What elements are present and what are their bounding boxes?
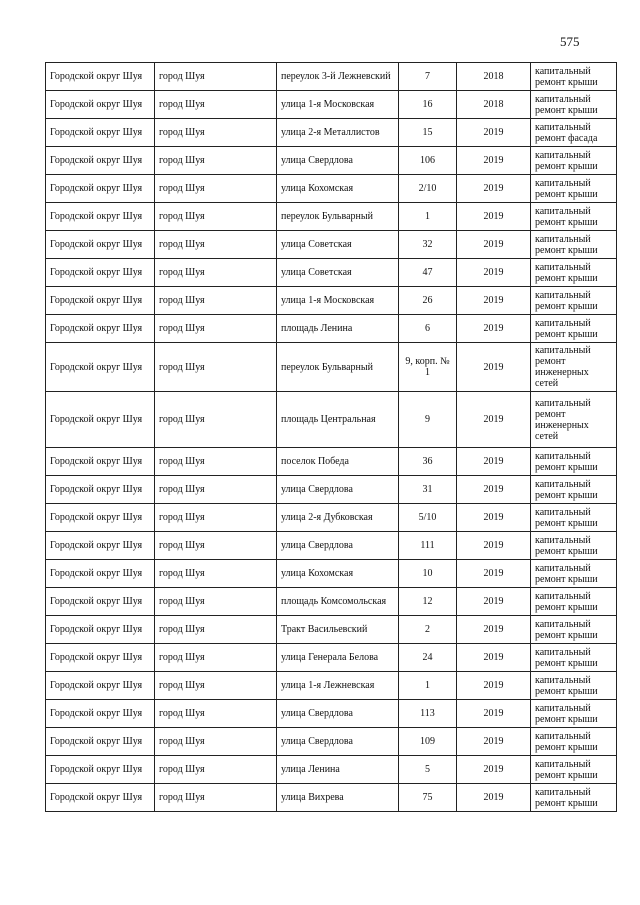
- work-type-cell: капитальный ремонт крыши: [531, 63, 617, 91]
- house-number-cell: 10: [399, 560, 457, 588]
- table-row: [46, 63, 617, 91]
- settlement-cell: город Шуя: [155, 175, 277, 203]
- table-row: [46, 392, 617, 448]
- work-type-cell: капитальный ремонт крыши: [531, 315, 617, 343]
- house-number-cell: 1: [399, 203, 457, 231]
- table-row: [46, 175, 617, 203]
- year-cell: 2019: [457, 392, 531, 448]
- municipality-cell: Городской округ Шуя: [46, 91, 155, 119]
- municipality-cell: Городской округ Шуя: [46, 203, 155, 231]
- municipality-cell: Городской округ Шуя: [46, 560, 155, 588]
- settlement-cell: город Шуя: [155, 91, 277, 119]
- house-number-cell: 2/10: [399, 175, 457, 203]
- year-cell: 2019: [457, 504, 531, 532]
- street-cell: улица Генерала Белова: [277, 644, 399, 672]
- table-row: [46, 588, 617, 616]
- work-type-cell: капитальный ремонт крыши: [531, 728, 617, 756]
- settlement-cell: город Шуя: [155, 119, 277, 147]
- house-number-cell: 109: [399, 728, 457, 756]
- house-number-cell: 15: [399, 119, 457, 147]
- work-type-cell: капитальный ремонт крыши: [531, 203, 617, 231]
- street-cell: Тракт Васильевский: [277, 616, 399, 644]
- work-type-cell: капитальный ремонт крыши: [531, 259, 617, 287]
- municipality-cell: Городской округ Шуя: [46, 147, 155, 175]
- municipality-cell: Городской округ Шуя: [46, 700, 155, 728]
- year-cell: 2019: [457, 784, 531, 812]
- work-type-cell: капитальный ремонт крыши: [531, 231, 617, 259]
- settlement-cell: город Шуя: [155, 504, 277, 532]
- work-type-cell: капитальный ремонт крыши: [531, 560, 617, 588]
- municipality-cell: Городской округ Шуя: [46, 119, 155, 147]
- municipality-cell: Городской округ Шуя: [46, 392, 155, 448]
- year-cell: 2019: [457, 175, 531, 203]
- settlement-cell: город Шуя: [155, 315, 277, 343]
- year-cell: 2019: [457, 728, 531, 756]
- house-number-cell: 16: [399, 91, 457, 119]
- settlement-cell: город Шуя: [155, 147, 277, 175]
- year-cell: 2019: [457, 448, 531, 476]
- settlement-cell: город Шуя: [155, 644, 277, 672]
- house-number-cell: 113: [399, 700, 457, 728]
- table-row: [46, 532, 617, 560]
- table-row: [46, 728, 617, 756]
- municipality-cell: Городской округ Шуя: [46, 728, 155, 756]
- work-type-cell: капитальный ремонт крыши: [531, 784, 617, 812]
- street-cell: переулок 3-й Лежневский: [277, 63, 399, 91]
- work-type-cell: капитальный ремонт крыши: [531, 672, 617, 700]
- work-type-cell: капитальный ремонт инженерных сетей: [531, 392, 617, 448]
- year-cell: 2018: [457, 63, 531, 91]
- work-type-cell: капитальный ремонт крыши: [531, 175, 617, 203]
- year-cell: 2019: [457, 287, 531, 315]
- municipality-cell: Городской округ Шуя: [46, 644, 155, 672]
- municipality-cell: Городской округ Шуя: [46, 504, 155, 532]
- street-cell: улица Свердлова: [277, 728, 399, 756]
- house-number-cell: 7: [399, 63, 457, 91]
- street-cell: улица Свердлова: [277, 700, 399, 728]
- work-type-cell: капитальный ремонт крыши: [531, 588, 617, 616]
- table-row: [46, 616, 617, 644]
- street-cell: поселок Победа: [277, 448, 399, 476]
- year-cell: 2019: [457, 560, 531, 588]
- table-row: [46, 119, 617, 147]
- settlement-cell: город Шуя: [155, 784, 277, 812]
- work-type-cell: капитальный ремонт крыши: [531, 476, 617, 504]
- street-cell: улица Вихрева: [277, 784, 399, 812]
- municipality-cell: Городской округ Шуя: [46, 175, 155, 203]
- house-number-cell: 9, корп. № 1: [399, 343, 457, 392]
- municipality-cell: Городской округ Шуя: [46, 616, 155, 644]
- street-cell: улица Кохомская: [277, 175, 399, 203]
- street-cell: переулок Бульварный: [277, 203, 399, 231]
- table-row: [46, 784, 617, 812]
- street-cell: улица Свердлова: [277, 532, 399, 560]
- year-cell: 2019: [457, 644, 531, 672]
- work-type-cell: капитальный ремонт крыши: [531, 287, 617, 315]
- table-row: [46, 476, 617, 504]
- work-type-cell: капитальный ремонт крыши: [531, 532, 617, 560]
- house-number-cell: 9: [399, 392, 457, 448]
- settlement-cell: город Шуя: [155, 476, 277, 504]
- year-cell: 2019: [457, 700, 531, 728]
- municipality-cell: Городской округ Шуя: [46, 672, 155, 700]
- year-cell: 2019: [457, 259, 531, 287]
- municipality-cell: Городской округ Шуя: [46, 448, 155, 476]
- street-cell: площадь Комсомольская: [277, 588, 399, 616]
- work-type-cell: капитальный ремонт крыши: [531, 448, 617, 476]
- settlement-cell: город Шуя: [155, 63, 277, 91]
- house-number-cell: 31: [399, 476, 457, 504]
- street-cell: улица Советская: [277, 259, 399, 287]
- table-row: [46, 672, 617, 700]
- street-cell: улица Ленина: [277, 756, 399, 784]
- street-cell: улица 2-я Дубковская: [277, 504, 399, 532]
- year-cell: 2018: [457, 91, 531, 119]
- municipality-cell: Городской округ Шуя: [46, 287, 155, 315]
- municipality-cell: Городской округ Шуя: [46, 315, 155, 343]
- municipality-cell: Городской округ Шуя: [46, 343, 155, 392]
- house-number-cell: 1: [399, 672, 457, 700]
- street-cell: улица 1-я Московская: [277, 91, 399, 119]
- street-cell: улица Советская: [277, 231, 399, 259]
- table-row: [46, 147, 617, 175]
- municipality-cell: Городской округ Шуя: [46, 756, 155, 784]
- house-number-cell: 75: [399, 784, 457, 812]
- year-cell: 2019: [457, 476, 531, 504]
- work-type-cell: капитальный ремонт крыши: [531, 644, 617, 672]
- work-type-cell: капитальный ремонт крыши: [531, 147, 617, 175]
- house-number-cell: 32: [399, 231, 457, 259]
- work-type-cell: капитальный ремонт инженерных сетей: [531, 343, 617, 392]
- repair-registry-table: [45, 62, 617, 812]
- table-row: [46, 343, 617, 392]
- settlement-cell: город Шуя: [155, 287, 277, 315]
- street-cell: улица Свердлова: [277, 476, 399, 504]
- work-type-cell: капитальный ремонт крыши: [531, 504, 617, 532]
- house-number-cell: 5: [399, 756, 457, 784]
- year-cell: 2019: [457, 343, 531, 392]
- municipality-cell: Городской округ Шуя: [46, 476, 155, 504]
- table-row: [46, 203, 617, 231]
- work-type-cell: капитальный ремонт фасада: [531, 119, 617, 147]
- year-cell: 2019: [457, 756, 531, 784]
- year-cell: 2019: [457, 203, 531, 231]
- municipality-cell: Городской округ Шуя: [46, 259, 155, 287]
- house-number-cell: 12: [399, 588, 457, 616]
- house-number-cell: 36: [399, 448, 457, 476]
- municipality-cell: Городской округ Шуя: [46, 784, 155, 812]
- street-cell: улица Кохомская: [277, 560, 399, 588]
- house-number-cell: 106: [399, 147, 457, 175]
- street-cell: площадь Ленина: [277, 315, 399, 343]
- table-row: [46, 259, 617, 287]
- municipality-cell: Городской округ Шуя: [46, 231, 155, 259]
- table-row: [46, 287, 617, 315]
- table-row: [46, 315, 617, 343]
- house-number-cell: 24: [399, 644, 457, 672]
- settlement-cell: город Шуя: [155, 756, 277, 784]
- year-cell: 2019: [457, 315, 531, 343]
- year-cell: 2019: [457, 231, 531, 259]
- settlement-cell: город Шуя: [155, 448, 277, 476]
- settlement-cell: город Шуя: [155, 231, 277, 259]
- table-row: [46, 91, 617, 119]
- table-row: [46, 700, 617, 728]
- municipality-cell: Городской округ Шуя: [46, 63, 155, 91]
- year-cell: 2019: [457, 616, 531, 644]
- settlement-cell: город Шуя: [155, 203, 277, 231]
- settlement-cell: город Шуя: [155, 343, 277, 392]
- settlement-cell: город Шуя: [155, 532, 277, 560]
- settlement-cell: город Шуя: [155, 728, 277, 756]
- table-row: [46, 231, 617, 259]
- settlement-cell: город Шуя: [155, 616, 277, 644]
- street-cell: улица 2-я Металлистов: [277, 119, 399, 147]
- house-number-cell: 111: [399, 532, 457, 560]
- table-row: [46, 644, 617, 672]
- street-cell: площадь Центральная: [277, 392, 399, 448]
- settlement-cell: город Шуя: [155, 588, 277, 616]
- street-cell: улица Свердлова: [277, 147, 399, 175]
- house-number-cell: 6: [399, 315, 457, 343]
- table-row: [46, 504, 617, 532]
- house-number-cell: 2: [399, 616, 457, 644]
- work-type-cell: капитальный ремонт крыши: [531, 616, 617, 644]
- table-row: [46, 448, 617, 476]
- table-row: [46, 560, 617, 588]
- table-body: [46, 63, 617, 812]
- house-number-cell: 26: [399, 287, 457, 315]
- settlement-cell: город Шуя: [155, 700, 277, 728]
- work-type-cell: капитальный ремонт крыши: [531, 756, 617, 784]
- settlement-cell: город Шуя: [155, 392, 277, 448]
- work-type-cell: капитальный ремонт крыши: [531, 91, 617, 119]
- municipality-cell: Городской округ Шуя: [46, 588, 155, 616]
- street-cell: улица 1-я Лежневская: [277, 672, 399, 700]
- year-cell: 2019: [457, 147, 531, 175]
- year-cell: 2019: [457, 532, 531, 560]
- municipality-cell: Городской округ Шуя: [46, 532, 155, 560]
- table-row: [46, 756, 617, 784]
- settlement-cell: город Шуя: [155, 672, 277, 700]
- year-cell: 2019: [457, 672, 531, 700]
- year-cell: 2019: [457, 588, 531, 616]
- work-type-cell: капитальный ремонт крыши: [531, 700, 617, 728]
- settlement-cell: город Шуя: [155, 560, 277, 588]
- settlement-cell: город Шуя: [155, 259, 277, 287]
- street-cell: улица 1-я Московская: [277, 287, 399, 315]
- house-number-cell: 47: [399, 259, 457, 287]
- year-cell: 2019: [457, 119, 531, 147]
- house-number-cell: 5/10: [399, 504, 457, 532]
- street-cell: переулок Бульварный: [277, 343, 399, 392]
- page-number: 575: [560, 34, 580, 49]
